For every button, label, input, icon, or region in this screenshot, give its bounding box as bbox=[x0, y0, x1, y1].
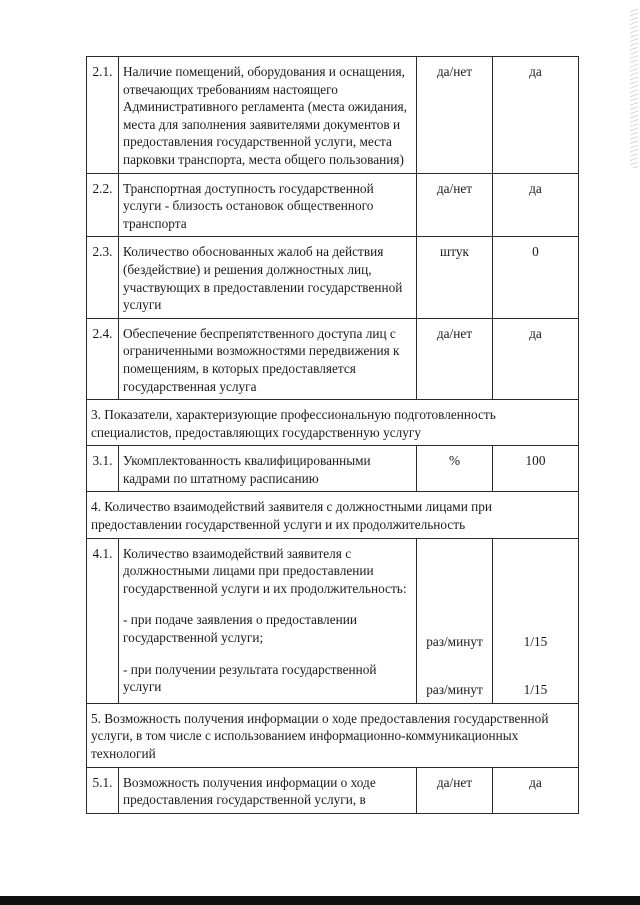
scan-edge-marks bbox=[630, 8, 638, 168]
sub-item-text: - при получении результата государственной услуги bbox=[123, 661, 377, 695]
section-heading: 3. Показатели, характеризующие профессиональную подготовленность специалистов, предоставляющих государственную услугу bbox=[87, 400, 579, 446]
sub-item-unit: раз/минут bbox=[426, 633, 483, 649]
item-value: да bbox=[493, 173, 579, 237]
section-heading: 4. Количество взаимодействий заявителя с должностными лицами при предоставлении государственной услуги и их продолжительность bbox=[87, 492, 579, 538]
item-text: Транспортная доступность государственной услуги - близость остановок общественного транспорта bbox=[119, 173, 417, 237]
item-number: 5.1. bbox=[87, 767, 119, 813]
table-row bbox=[87, 237, 579, 318]
item-number: 2.3. bbox=[87, 237, 119, 318]
item-value bbox=[493, 538, 579, 703]
item-value: да bbox=[493, 57, 579, 174]
item-text bbox=[119, 538, 417, 703]
table-row bbox=[87, 538, 579, 703]
section-row bbox=[87, 492, 579, 538]
item-value: 100 bbox=[493, 446, 579, 492]
section-row bbox=[87, 400, 579, 446]
sub-item-value: 1/15 bbox=[523, 682, 548, 698]
item-unit: да/нет bbox=[417, 767, 493, 813]
item-number: 3.1. bbox=[87, 446, 119, 492]
item-intro: Количество взаимодействий заявителя с должностными лицами при предоставлении государственной услуги и их продолжительность: bbox=[123, 545, 407, 596]
item-text: Количество обоснованных жалоб на действия (бездействие) и решения должностных лиц, участвующих в предоставлении государственной услуги bbox=[119, 237, 417, 318]
item-number: 4.1. bbox=[87, 538, 119, 703]
item-text: Возможность получения информации о ходе предоставления государственной услуги, в bbox=[119, 767, 417, 813]
item-unit: % bbox=[417, 446, 493, 492]
item-text: Обеспечение беспрепятственного доступа лиц с ограниченными возможностями передвижения к помещениям, в которых предоставляется государственная услуга bbox=[119, 318, 417, 399]
item-unit: штук bbox=[417, 237, 493, 318]
table-row bbox=[87, 767, 579, 813]
item-value: да bbox=[493, 767, 579, 813]
sub-item-text: - при подаче заявления о предоставлении государственной услуги; bbox=[123, 612, 357, 646]
item-value: да bbox=[493, 318, 579, 399]
scan-bottom-edge bbox=[0, 896, 640, 905]
table-row bbox=[87, 57, 579, 174]
item-unit: да/нет bbox=[417, 57, 493, 174]
table-row bbox=[87, 446, 579, 492]
item-text: Наличие помещений, оборудования и оснащения, отвечающих требованиям настоящего Административного регламента (места ожидания, места для заполнения заявителями документов и предоставления государственной услуги, места парковки транспорта, места общего пользования) bbox=[119, 57, 417, 174]
item-value: 0 bbox=[493, 237, 579, 318]
item-number: 2.1. bbox=[87, 57, 119, 174]
table-row bbox=[87, 318, 579, 399]
section-heading: 5. Возможность получения информации о ходе предоставления государственной услуги, в том числе с использованием информационно-коммуникационных технологий bbox=[87, 703, 579, 767]
indicators-table bbox=[86, 56, 579, 814]
item-unit bbox=[417, 538, 493, 703]
item-number: 2.4. bbox=[87, 318, 119, 399]
item-number: 2.2. bbox=[87, 173, 119, 237]
sub-item-value: 1/15 bbox=[523, 633, 548, 649]
item-unit: да/нет bbox=[417, 173, 493, 237]
section-row bbox=[87, 703, 579, 767]
table-row bbox=[87, 173, 579, 237]
sub-item-unit: раз/минут bbox=[426, 682, 483, 698]
item-text: Укомплектованность квалифицированными кадрами по штатному расписанию bbox=[119, 446, 417, 492]
item-unit: да/нет bbox=[417, 318, 493, 399]
